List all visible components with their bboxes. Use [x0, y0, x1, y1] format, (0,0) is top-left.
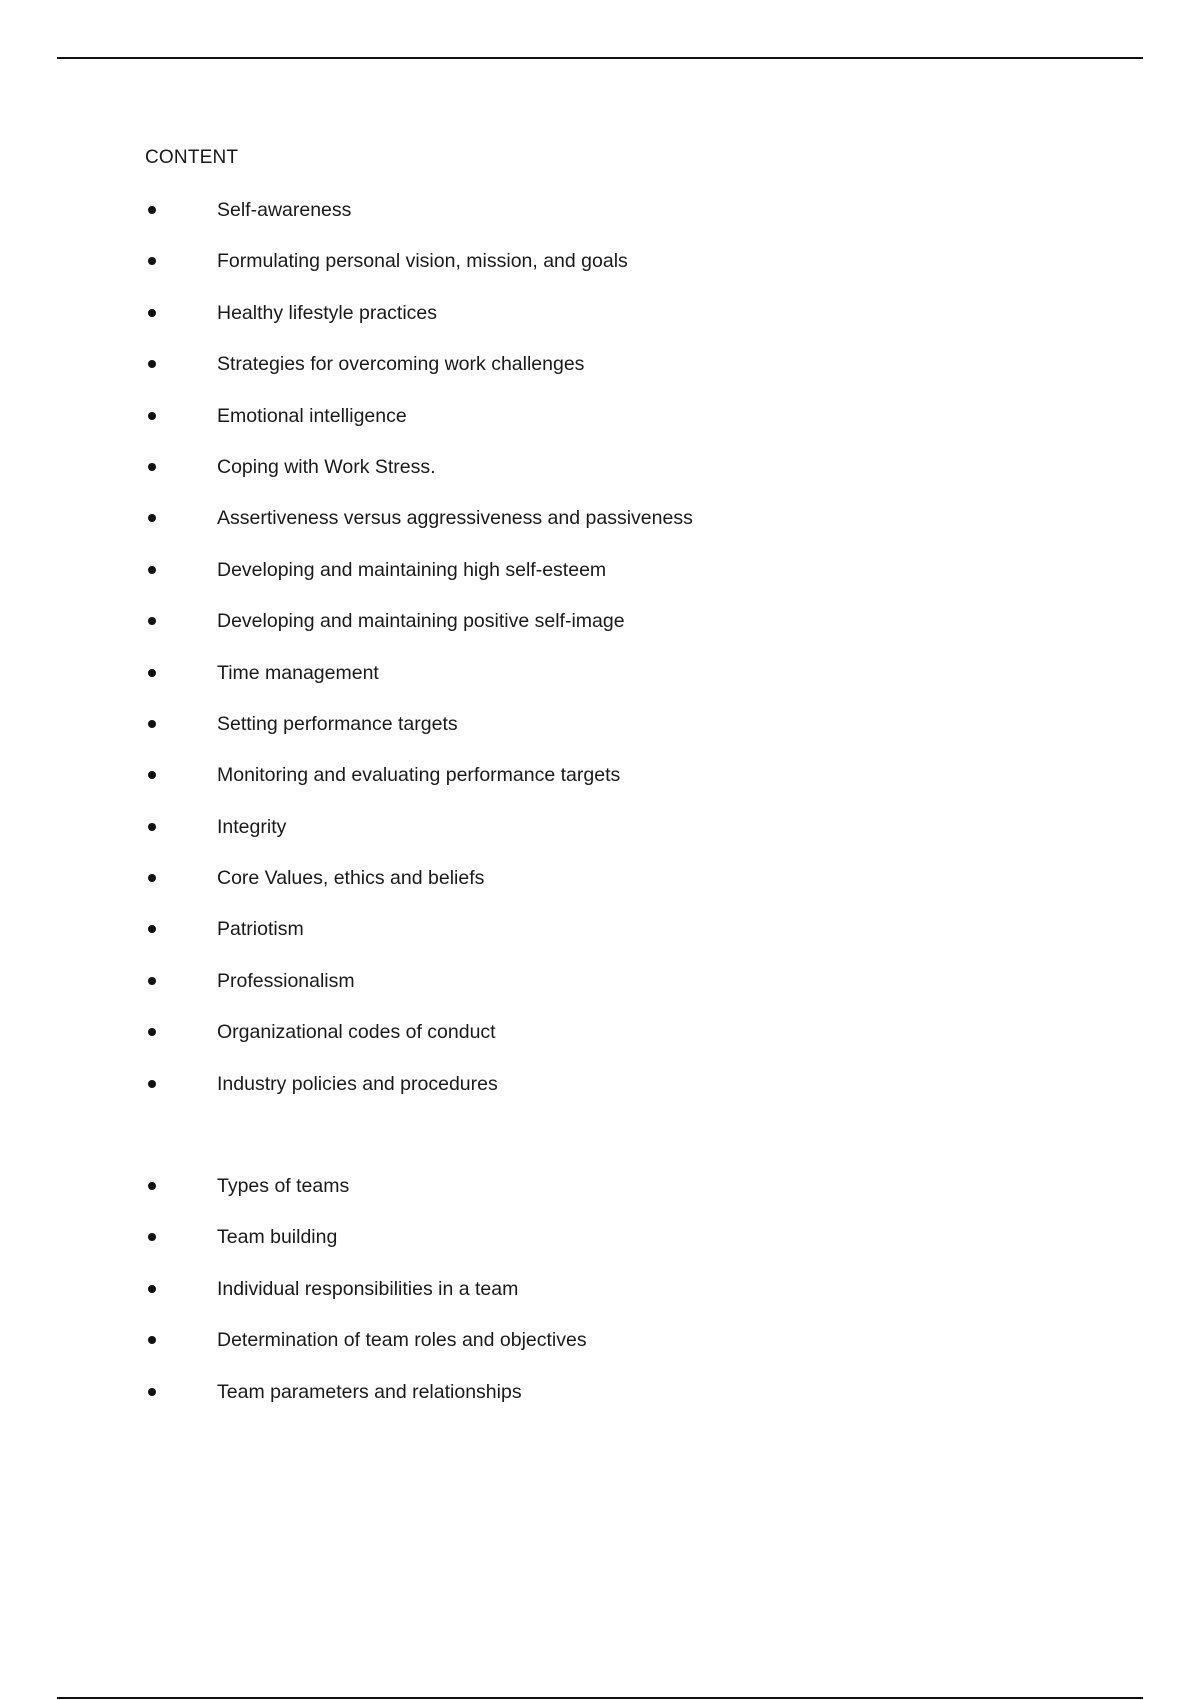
bullet-icon — [148, 977, 156, 985]
list-item-text: Determination of team roles and objectives — [217, 1329, 587, 1352]
bullet-icon — [148, 566, 156, 574]
bullet-icon — [148, 412, 156, 420]
bullet-icon — [148, 309, 156, 317]
list-item — [145, 506, 1145, 557]
bullet-icon — [148, 1028, 156, 1036]
list-item — [145, 1380, 1145, 1431]
topic-list-personal — [145, 198, 1145, 1123]
bullet-icon — [148, 720, 156, 728]
list-item — [145, 763, 1145, 814]
top-divider — [57, 57, 1143, 59]
content-heading: CONTENT — [145, 147, 239, 168]
bottom-divider — [57, 1697, 1143, 1699]
list-item-text: Types of teams — [217, 1175, 350, 1198]
bullet-icon — [148, 823, 156, 831]
list-item — [145, 301, 1145, 352]
list-item — [145, 1277, 1145, 1328]
list-item — [145, 1020, 1145, 1071]
bullet-icon — [148, 1080, 156, 1088]
list-item-text: Time management — [217, 661, 379, 684]
list-item — [145, 917, 1145, 968]
list-item-text: Core Values, ethics and beliefs — [217, 867, 485, 890]
list-item-text: Developing and maintaining positive self-image — [217, 610, 625, 633]
bullet-icon — [148, 1388, 156, 1396]
list-item — [145, 198, 1145, 249]
bullet-icon — [148, 617, 156, 625]
list-item-text: Individual responsibilities in a team — [217, 1277, 519, 1300]
list-item — [145, 609, 1145, 660]
list-item — [145, 1174, 1145, 1225]
list-item-text: Patriotism — [217, 918, 304, 941]
bullet-icon — [148, 463, 156, 471]
bullet-icon — [148, 925, 156, 933]
list-item-text: Self-awareness — [217, 199, 352, 221]
bullet-icon — [148, 874, 156, 882]
list-item — [145, 558, 1145, 609]
bullet-icon — [148, 669, 156, 677]
list-item-text: Monitoring and evaluating performance targets — [217, 764, 621, 787]
list-item-text: Team parameters and relationships — [217, 1380, 522, 1403]
list-item-text: Developing and maintaining high self-esteem — [217, 558, 607, 581]
list-item — [145, 1225, 1145, 1276]
bullet-icon — [148, 1182, 156, 1190]
list-item-text: Setting performance targets — [217, 712, 458, 735]
document-body — [145, 146, 1145, 1431]
list-item-text: Emotional intelligence — [217, 404, 407, 427]
bullet-icon — [148, 771, 156, 779]
list-item — [145, 455, 1145, 506]
list-item — [145, 712, 1145, 763]
list-item-text: Organizational codes of conduct — [217, 1021, 496, 1044]
bullet-icon — [148, 360, 156, 368]
topic-list-teamwork — [145, 1174, 1145, 1431]
list-item — [145, 404, 1145, 455]
bullet-icon — [148, 206, 156, 214]
bullet-icon — [148, 1336, 156, 1344]
list-item-text: Integrity — [217, 815, 287, 838]
list-item — [145, 866, 1145, 917]
list-item — [145, 969, 1145, 1020]
list-item — [145, 249, 1145, 300]
list-item-text: Team building — [217, 1226, 338, 1249]
list-item — [145, 815, 1145, 866]
list-item — [145, 661, 1145, 712]
list-item-text: Coping with Work Stress. — [217, 455, 436, 478]
list-item-text: Assertiveness versus aggressiveness and passiveness — [217, 507, 693, 530]
list-item-text: Strategies for overcoming work challenges — [217, 353, 585, 376]
list-item — [145, 1072, 1145, 1123]
list-item — [145, 1328, 1145, 1379]
list-item — [145, 352, 1145, 403]
bullet-icon — [148, 514, 156, 522]
list-item-text: Professionalism — [217, 969, 355, 992]
list-item-text: Formulating personal vision, mission, and goals — [217, 250, 628, 273]
list-item-text: Healthy lifestyle practices — [217, 301, 438, 324]
bullet-icon — [148, 1285, 156, 1293]
bullet-icon — [148, 257, 156, 265]
bullet-icon — [148, 1233, 156, 1241]
list-item-text: Industry policies and procedures — [217, 1072, 498, 1095]
